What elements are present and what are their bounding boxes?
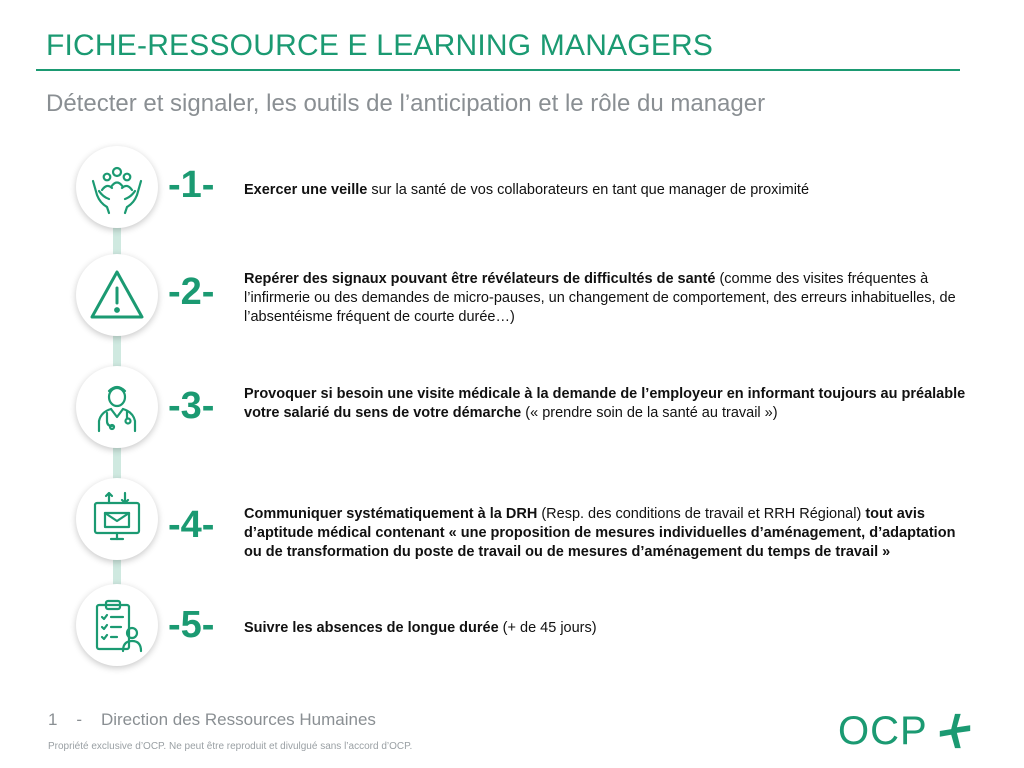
step-bold-text-2: tout avis d’aptitude médical contenant « une proposition de mesures individuelles d’aménagement, d’adaptation ou de transformation du poste de travail ou de mesures d’aménagement du temps de travail » — [244, 506, 956, 560]
logo-text: OCP — [838, 709, 928, 753]
step-regular-text: sur la santé de vos collaborateurs en tant que manager de proximité — [367, 182, 810, 198]
step-description — [244, 181, 976, 200]
step-description — [244, 385, 976, 423]
footer-department-line — [48, 709, 648, 731]
computer-mail-icon — [76, 478, 158, 560]
title-divider — [36, 69, 960, 71]
warning-triangle-icon — [76, 254, 158, 336]
step-description — [244, 505, 976, 562]
page-subtitle: Détecter et signaler, les outils de l’anticipation et le rôle du manager — [46, 90, 766, 117]
step-description — [244, 270, 976, 327]
page-title: FICHE-RESSOURCE E LEARNING MANAGERS — [46, 29, 714, 62]
step-regular-text: (+ de 45 jours) — [498, 620, 597, 636]
ocp-logo — [838, 706, 1008, 756]
step-bold-text: Communiquer systématiquement à la DRH — [244, 506, 538, 522]
step-description — [244, 619, 976, 638]
step-bold-text: Repérer des signaux pouvant être révélateurs de difficultés de santé — [244, 271, 716, 287]
caring-hands-people-icon — [76, 146, 158, 228]
clipboard-person-icon — [76, 584, 158, 666]
footer-department: Direction des Ressources Humaines — [100, 710, 376, 729]
step-regular-text: (« prendre soin de la santé au travail ») — [521, 405, 778, 421]
step-number: -4- — [168, 504, 215, 546]
step-bold-text: Exercer une veille — [244, 182, 368, 198]
page-number: 1 — [48, 710, 58, 729]
step-number: -2- — [168, 271, 215, 313]
step-number: -1- — [168, 164, 215, 206]
footer-legal-note: Propriété exclusive d’OCP. Ne peut être reproduit et divulgué sans l’accord d’OCP. — [48, 741, 413, 752]
doctor-icon — [76, 366, 158, 448]
step-bold-text: Provoquer si besoin une visite médicale à la demande de l’employeur en informant toujours au préalable votre salarié du sens de votre démarche — [244, 386, 966, 421]
step-bold-text: Suivre les absences de longue durée — [244, 620, 499, 636]
step-regular-text: (comme des visites fréquentes à l’infirmerie ou des demandes de micro-pauses, un changement de comportement, des erreurs inhabituelles, de l’absentéisme fréquent de courte durée…) — [244, 271, 956, 325]
ocp-mark-icon — [936, 712, 974, 750]
step-number: -5- — [168, 604, 215, 646]
step-number: -3- — [168, 385, 215, 427]
footer-separator: - — [76, 710, 83, 729]
step-regular-text: (Resp. des conditions de travail et RRH Régional) — [537, 506, 866, 522]
